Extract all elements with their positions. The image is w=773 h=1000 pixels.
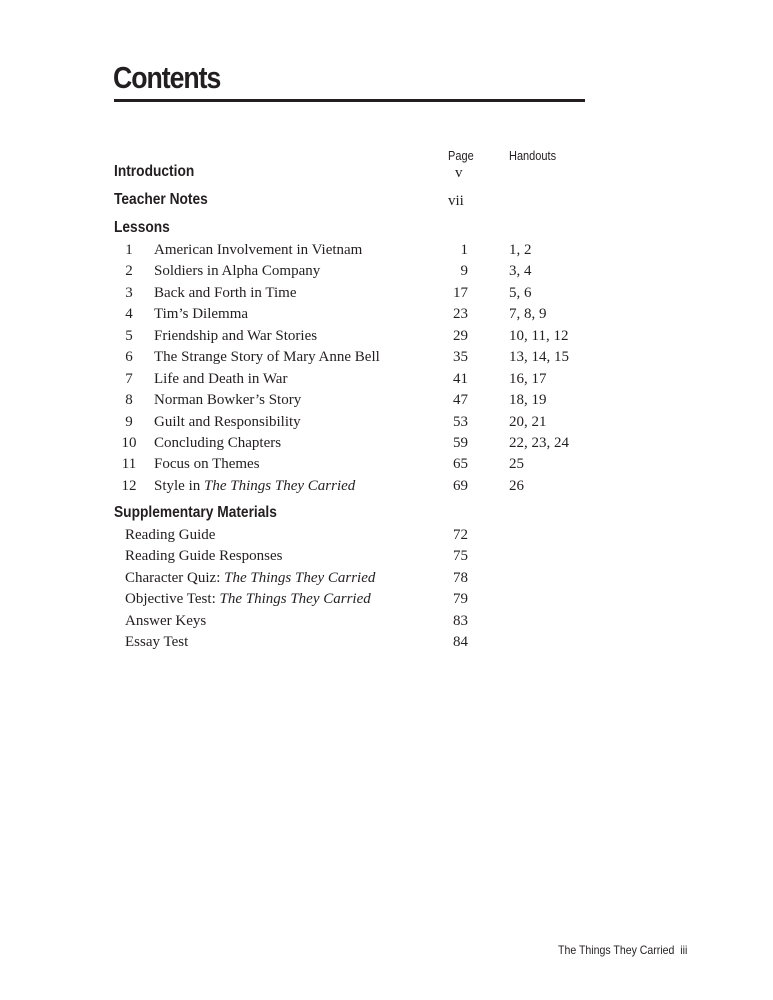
entry-title-text: American Involvement in Vietnam xyxy=(154,242,363,258)
supplementary-page: 75 xyxy=(453,548,468,565)
entry-title xyxy=(154,304,248,325)
lesson-number: 9 xyxy=(125,413,133,430)
lesson-page: 41 xyxy=(453,370,468,387)
lesson-handouts: 22, 23, 24 xyxy=(509,434,569,451)
lesson-row xyxy=(0,454,773,475)
entry-title-text: Answer Keys xyxy=(125,612,207,629)
entry-title xyxy=(154,240,362,261)
supplementary-page: 79 xyxy=(453,591,468,608)
lesson-handouts: 25 xyxy=(509,456,524,473)
entry-title-text: Back and Forth in Time xyxy=(154,284,297,301)
heading-teacher-notes: Teacher Notes xyxy=(114,191,208,208)
lesson-row xyxy=(0,326,773,347)
lesson-row xyxy=(0,347,773,368)
lesson-number: 7 xyxy=(125,370,133,387)
entry-title-text: Reading Guide Responses xyxy=(125,548,283,565)
lesson-number: 6 xyxy=(125,349,133,366)
entry-title-text: The Strange Story of Mary Anne Bell xyxy=(154,349,380,366)
entry-title xyxy=(154,347,380,368)
lesson-row xyxy=(0,283,773,304)
entry-title xyxy=(154,369,287,390)
lesson-number: 2 xyxy=(125,263,133,280)
lesson-handouts: 7, 8, 9 xyxy=(509,306,547,323)
teacher-notes-page: vii xyxy=(448,193,464,209)
entry-title xyxy=(125,589,371,610)
supplementary-row xyxy=(0,611,773,632)
lesson-row xyxy=(0,433,773,454)
lesson-number: 4 xyxy=(125,306,133,323)
lesson-page: 69 xyxy=(453,477,468,494)
entry-title xyxy=(154,412,301,433)
entry-title-text: Guilt and Responsibility xyxy=(154,413,301,430)
lesson-page: 17 xyxy=(453,284,468,301)
lesson-number: 10 xyxy=(121,434,137,451)
lesson-row xyxy=(0,369,773,390)
entry-title-text: Essay Test xyxy=(125,634,189,651)
entry-title xyxy=(154,433,281,454)
entry-title xyxy=(125,611,206,632)
entry-title xyxy=(154,283,297,304)
lesson-page: 35 xyxy=(453,349,468,366)
entry-title xyxy=(154,476,355,497)
lesson-handouts: 16, 17 xyxy=(509,370,547,387)
lesson-handouts: 20, 21 xyxy=(509,413,547,430)
supplementary-row xyxy=(0,525,773,546)
entry-title xyxy=(154,454,260,475)
entry-title xyxy=(154,390,301,411)
entry-title-text: Friendship and War Stories xyxy=(154,327,318,344)
entry-title-text: Life and Death in War xyxy=(154,370,288,387)
lesson-handouts: 5, 6 xyxy=(509,284,532,301)
lesson-number: 12 xyxy=(121,477,137,494)
entry-title xyxy=(125,568,375,589)
heading-lessons: Lessons xyxy=(114,219,170,236)
lesson-page: 59 xyxy=(453,434,468,451)
lesson-row xyxy=(0,476,773,497)
entry-title-text: Tim’s Dilemma xyxy=(154,306,249,323)
entry-title-italic: The Things They Carried xyxy=(219,591,371,608)
entry-title-italic: The Things They Carried xyxy=(224,569,376,586)
lesson-row xyxy=(0,412,773,433)
footer-page-number: iii xyxy=(680,943,688,957)
entry-title-text: Reading Guide xyxy=(125,527,216,543)
entry-title-text: Style in xyxy=(154,477,205,494)
entry-title-text: Concluding Chapters xyxy=(154,434,282,451)
entry-title xyxy=(154,326,317,347)
lesson-number: 3 xyxy=(125,284,133,301)
lesson-row xyxy=(0,261,773,282)
page-footer xyxy=(558,943,687,957)
entry-title-text: Norman Bowker’s Story xyxy=(154,392,302,409)
entry-title-italic: The Things They Carried xyxy=(204,477,356,494)
lesson-handouts: 10, 11, 12 xyxy=(509,327,569,344)
introduction-page: v xyxy=(455,165,463,181)
lesson-handouts: 18, 19 xyxy=(509,392,547,409)
lessons-list xyxy=(0,240,773,497)
supplementary-page: 78 xyxy=(453,569,468,586)
entry-title xyxy=(125,525,215,546)
supplementary-row xyxy=(0,568,773,589)
heading-introduction: Introduction xyxy=(114,163,195,180)
lesson-row xyxy=(0,240,773,261)
entry-title-text: Character Quiz: xyxy=(125,569,225,586)
lesson-number: 8 xyxy=(125,392,133,409)
lesson-number: 5 xyxy=(125,327,133,344)
footer-book-title: The Things They Carried xyxy=(558,943,675,957)
title-rule xyxy=(114,99,585,102)
lesson-page: 53 xyxy=(453,413,468,430)
supplementary-row xyxy=(0,546,773,567)
lesson-handouts: 26 xyxy=(509,477,524,494)
lesson-page: 23 xyxy=(453,306,468,323)
lesson-handouts: 13, 14, 15 xyxy=(509,349,569,366)
lesson-page: 47 xyxy=(453,392,468,409)
lesson-page: 9 xyxy=(460,263,468,280)
entry-title xyxy=(125,546,282,567)
entry-title-text: Soldiers in Alpha Company xyxy=(154,263,321,280)
lesson-row xyxy=(0,304,773,325)
entry-title xyxy=(154,261,320,282)
supplementary-list xyxy=(0,525,773,654)
supplementary-page: 72 xyxy=(453,527,468,543)
supplementary-page: 83 xyxy=(453,612,468,629)
column-header-page: Page xyxy=(448,149,474,163)
lesson-handouts: 1, 2 xyxy=(509,242,532,258)
supplementary-row xyxy=(0,632,773,653)
lesson-page: 1 xyxy=(460,242,468,258)
page-title: Contents xyxy=(113,60,221,95)
lesson-row xyxy=(0,390,773,411)
entry-title-text: Objective Test: xyxy=(125,591,220,608)
heading-supplementary: Supplementary Materials xyxy=(114,504,277,521)
entry-title xyxy=(125,632,188,653)
entry-title-text: Focus on Themes xyxy=(154,456,260,473)
lesson-page: 65 xyxy=(453,456,468,473)
lesson-handouts: 3, 4 xyxy=(509,263,532,280)
supplementary-row xyxy=(0,589,773,610)
lesson-page: 29 xyxy=(453,327,468,344)
lesson-number: 1 xyxy=(125,242,133,258)
supplementary-page: 84 xyxy=(453,634,468,651)
column-header-handouts: Handouts xyxy=(509,149,557,163)
lesson-number: 11 xyxy=(121,456,137,473)
